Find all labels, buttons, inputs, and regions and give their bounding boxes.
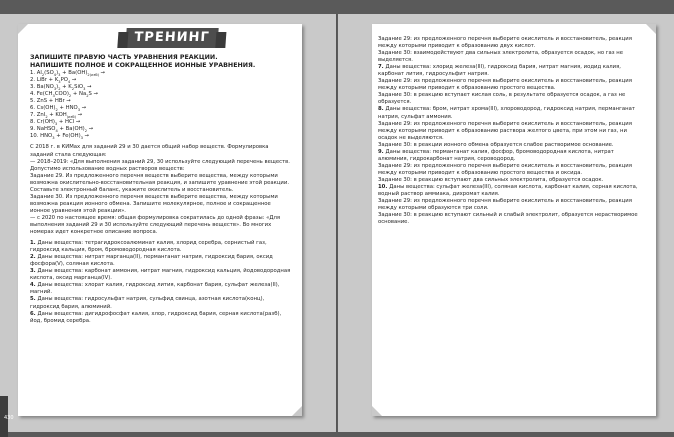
task-text: Даны вещества: дигидрофосфат калия, хлор, гидроксид бария, серная кислота(разб), йод, бромид серебра. (30, 310, 282, 324)
equation-item: 10. $HNO_3 + Fe(OH)_3$ → (30, 133, 90, 141)
exercise-heading (30, 54, 292, 70)
equation-list (30, 70, 292, 140)
card-fold-corner (372, 406, 382, 416)
task-line: 10. Даны вещества: сульфат железа(III), соляная кислота, карбонат калия, серная кислота, водный раствор аммиака, дихромат калия. (378, 183, 638, 198)
equation-item: 5. ZnS + HBr → (30, 98, 71, 105)
task-text: Даны вещества: нитрат марганца(II), перманганат натрия, гидроксид бария, оксид фосфора(V), соляная кислота. (30, 254, 273, 268)
equation-number: 1. (30, 70, 37, 76)
equation-number: 8. (30, 119, 37, 126)
task-number: 7. (378, 64, 386, 71)
task-text: Даны вещества: карбонат аммония, нитрат магния, гидроксид кальция, йодоводородная кислота, оксид марганца(IV). (30, 268, 291, 282)
task-item (30, 311, 292, 325)
equation-item: 1. $Al_2(SO_4)_3 + Ba(OH)_{2(изб)}$ → (30, 70, 106, 78)
task-item (30, 254, 292, 268)
card-fold-corner (292, 406, 302, 416)
task-line: Задание 29: из предложенного перечня выберите окислитель и восстановитель, реакция между которыми приводит к образованию раствора желтого цвета, при этом ни газ, ни осадок не выделяются. (378, 120, 632, 141)
task-line: Задание 29: из предложенного перечня выберите окислитель и восстановитель, реакция между которыми образуются три соли. (378, 198, 632, 212)
task-number: 3. (30, 268, 38, 275)
intro-paragraph: С 2018 г. в КИМах для заданий 29 и 30 дается общий набор веществ. Формулировка заданий стала следующая: (30, 144, 269, 158)
task-line: Задание 30: в реакцию вступает кислая соль, в результате образуется осадок, а газ не образуется. (378, 92, 626, 106)
equation-item: 8. $Cr(OH)_3$ + HCl → (30, 119, 81, 127)
task-item (30, 240, 292, 254)
equation-number: 10. (30, 133, 41, 140)
equation-number: 9. (30, 126, 37, 133)
equation-number: 4. (30, 91, 37, 98)
right-content (378, 36, 640, 226)
task-line: Задание 30: в реакции ионного обмена образуется слабое растворимое основание. (378, 141, 614, 148)
equation-number: 3. (30, 84, 37, 91)
intro-paragraph: — 2018–2019: «Для выполнения заданий 29, 30 используйте следующий перечень веществ. Допустимо использование водных растворов веществ: (30, 158, 290, 172)
page-number: 430 (4, 415, 14, 421)
equation-number: 7. (30, 112, 37, 119)
task-line: Задание 29: из предложенного перечня выберите окислитель и восстановитель, реакция между которыми приводит к образованию простого вещества. (378, 78, 632, 92)
task-number: 8. (378, 106, 386, 113)
task-number: 9. (378, 148, 386, 155)
task-item (30, 268, 292, 282)
task-number: 5. (30, 296, 38, 303)
equation-item: 2. LiBr + $K_3PO_4$ → (30, 77, 77, 85)
task-line: Задание 30: в реакцию вступают два сильных электролита, образуется осадок. (378, 176, 604, 183)
task-item (30, 296, 292, 310)
intro-text (30, 144, 292, 236)
equation-item: 6. $Cs(OH)_2 + HNO_3$ → (30, 105, 87, 113)
heading-line: НАПИШИТЕ ПОЛНОЕ И СОКРАЩЕННОЕ ИОННЫЕ УРАВНЕНИЯ. (30, 62, 256, 69)
equation-item: 4. $Fe(CH_3COO)_2 + Na_2S$ → (30, 91, 99, 99)
task-list (30, 240, 292, 325)
task-line: Задание 29: из предложенного перечня выберите окислитель и восстановитель, реакция между которыми приводит к образованию двух кислот. (378, 36, 632, 50)
equation-item: 3. $Ba(NO_3)_2 + K_2SiO_3$ → (30, 84, 92, 92)
equation-item: 9. NaHSO$_4$ + $Ba(OH)_2$ → (30, 126, 94, 134)
equation-number: 5. (30, 98, 37, 105)
equation-item: 7. $ZnI_2 + KOH_{(изб)}$ → (30, 112, 83, 120)
task-line: Задание 30: взаимодействуют два сильных электролита, образуется осадок, но газ не выделяется. (378, 50, 624, 64)
intro-paragraph: — с 2020 по настоящее время: общая формулировка сократилась до одной фразы: «Для выполнения заданий 29 и 30 используйте следующий перечень веществ». Во многих номерах идет конкретное описание вопроса. (30, 214, 281, 236)
equation-number: 2. (30, 77, 37, 84)
task-number: 10. (378, 183, 390, 190)
task-line: 8. Даны вещества: бром, нитрат хрома(III), хлороводород, гидроксид натрия, перманганат натрия, сульфат аммония. (378, 106, 635, 120)
task-line: Задание 30: в реакцию вступают сильный и слабый электролит, образуется нерастворимое основание. (378, 212, 638, 226)
intro-paragraph: Задание 30. Из предложенного перечня веществ выберите вещества, между которыми возможна реакция ионного обмена. Запишите молекулярное, полное и сокращенное ионное уравнения этой реакции». (30, 193, 278, 214)
left-content (30, 54, 292, 325)
task-item (30, 282, 292, 296)
card-fold-corner (18, 24, 28, 34)
task-text: Даны вещества: тетрагидроксоалюминат калия, хлорид серебра, сернистый газ, гидроксид кальция, бром, бромоводородная кислота. (30, 240, 267, 254)
training-banner: ТРЕНИНГ (125, 28, 218, 48)
task-number: 6. (30, 310, 38, 317)
equation-number: 6. (30, 105, 37, 112)
task-text: Даны вещества: гидросульфат натрия, сульфид свинца, азотная кислота(конц), гидроксид бария, алюминий. (30, 296, 265, 310)
task-number: 1. (30, 240, 38, 247)
intro-paragraph: Задание 29. Из предложенного перечня веществ выберите вещества, между которыми возможна окислительно-восстановительная реакция, и запишите уравнение этой реакции. Составьте электронный баланс, укажите окислитель и восстановитель. (30, 172, 290, 193)
task-text: Даны вещества: хлорат калия, гидроксид лития, карбонат бария, сульфат железа(II), магний. (30, 282, 280, 296)
task-line: Задание 29: из предложенного перечня выберите окислитель и восстановитель, реакция между которыми приводит к образованию простого вещества и оксида. (378, 162, 632, 176)
heading-line: ЗАПИШИТЕ ПРАВУЮ ЧАСТЬ УРАВНЕНИЯ РЕАКЦИИ. (30, 54, 218, 61)
task-line: 9. Даны вещества: перманганат калия, фосфор, бромоводородная кислота, нитрат алюминия, гидрокарбонат натрия, сероводород. (378, 148, 614, 162)
task-line: 7. Даны вещества: хлорид железа(III), гидроксид бария, нитрат магния, иодид калия, карбонат лития, гидросульфит натрия. (378, 64, 621, 78)
task-number: 4. (30, 282, 38, 289)
card-fold-corner (646, 24, 656, 34)
task-number: 2. (30, 254, 38, 261)
